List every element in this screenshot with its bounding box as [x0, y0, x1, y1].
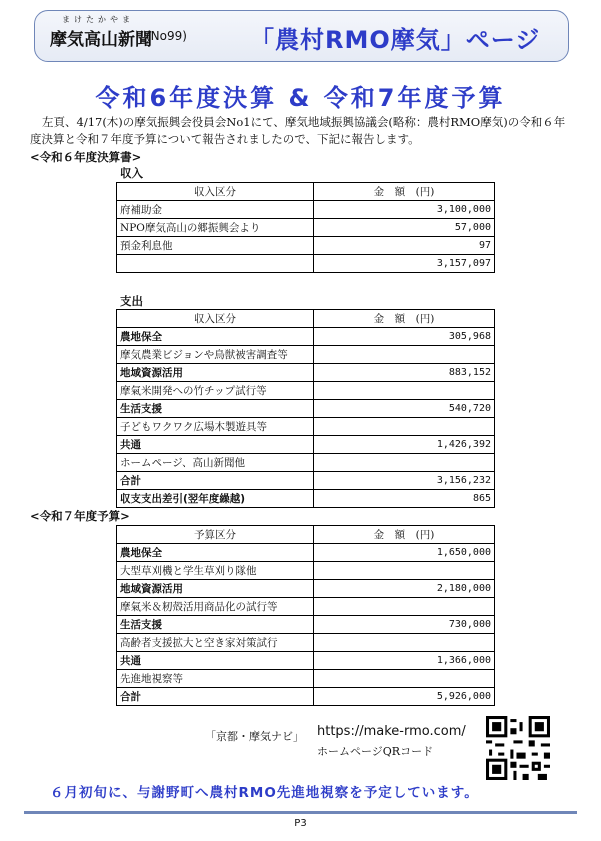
amount-cell: 305,968 — [314, 328, 495, 346]
table-row — [117, 634, 495, 652]
item-cell: 共通 — [117, 436, 314, 454]
amount-cell: 5,926,000 — [314, 688, 495, 706]
table-header: 金 額 (円) — [314, 183, 495, 201]
item-cell: 先進地視察等 — [117, 670, 314, 688]
amount-cell — [314, 598, 495, 616]
qr-code-icon[interactable] — [486, 716, 550, 780]
amount-cell — [314, 418, 495, 436]
table-row — [117, 201, 495, 219]
amount-cell: 865 — [314, 490, 495, 508]
table-row — [117, 652, 495, 670]
item-cell: NPO摩気高山の郷振興会より — [117, 219, 314, 237]
item-cell: 地域資源活用 — [117, 580, 314, 598]
item-cell: 預金利息他 — [117, 237, 314, 255]
table-row — [117, 472, 495, 490]
table-row — [117, 364, 495, 382]
table-header: 収入区分 — [117, 310, 314, 328]
table-row — [117, 616, 495, 634]
amount-cell: 3,100,000 — [314, 201, 495, 219]
item-cell: 共通 — [117, 652, 314, 670]
amount-cell — [314, 562, 495, 580]
amount-cell: 57,000 — [314, 219, 495, 237]
expense-label: 支出 — [120, 294, 143, 308]
settlement-title: <令和６年度決算書> — [30, 150, 142, 164]
expense-table — [116, 309, 495, 508]
table-row — [117, 454, 495, 472]
table-row — [117, 328, 495, 346]
table-row — [117, 580, 495, 598]
table-header: 予算区分 — [117, 526, 314, 544]
item-cell: 合計 — [117, 472, 314, 490]
footer-divider — [24, 811, 577, 814]
table-row — [117, 219, 495, 237]
qr-label: ホームページQRコード — [317, 745, 434, 758]
navi-label: 「京都・摩気ナビ」 — [205, 730, 304, 743]
newspaper-name: 摩気高山新聞 — [50, 30, 152, 50]
item-cell — [117, 255, 314, 273]
item-cell: 農地保全 — [117, 328, 314, 346]
amount-cell — [314, 454, 495, 472]
table-row — [117, 255, 495, 273]
table-row — [117, 688, 495, 706]
table-row — [117, 490, 495, 508]
amount-cell: 1,366,000 — [314, 652, 495, 670]
item-cell: 収支支出差引(翌年度繰越) — [117, 490, 314, 508]
amount-cell — [314, 670, 495, 688]
item-cell: 生活支援 — [117, 616, 314, 634]
amount-cell: 540,720 — [314, 400, 495, 418]
table-row — [117, 418, 495, 436]
main-title: 令和6年度決算 & 令和7年度予算 — [95, 84, 506, 112]
amount-cell: 1,426,392 — [314, 436, 495, 454]
income-table — [116, 182, 495, 273]
table-row — [117, 544, 495, 562]
item-cell: 地域資源活用 — [117, 364, 314, 382]
amount-cell — [314, 346, 495, 364]
budget-table — [116, 525, 495, 706]
item-cell: 摩氣米＆籾殻活用商品化の試行等 — [117, 598, 314, 616]
amount-cell — [314, 382, 495, 400]
item-cell: 高齢者支援拡大と空き家対策試行 — [117, 634, 314, 652]
amount-cell: 883,152 — [314, 364, 495, 382]
intro-paragraph: 左頁、4/17(木)の摩気振興会役員会No1にて、摩気地域振興協議会(略称：農村RMO摩気)の令和６年度決算と令和７年度予算について報告されましたので、下記に報告します。 — [30, 115, 566, 146]
item-cell: 摩氣米開発への竹チップ試行等 — [117, 382, 314, 400]
newspaper-ruby: まけたかやま — [62, 15, 134, 24]
amount-cell: 3,156,232 — [314, 472, 495, 490]
table-row — [117, 670, 495, 688]
budget-title: <令和７年度予算> — [30, 509, 130, 523]
table-row — [117, 382, 495, 400]
table-row — [117, 436, 495, 454]
website-link[interactable]: https://make-rmo.com/ — [317, 724, 466, 739]
item-cell: 生活支援 — [117, 400, 314, 418]
amount-cell: 1,650,000 — [314, 544, 495, 562]
income-label: 収入 — [120, 166, 143, 180]
item-cell: ホームページ、高山新聞他 — [117, 454, 314, 472]
item-cell: 府補助金 — [117, 201, 314, 219]
item-cell: 農地保全 — [117, 544, 314, 562]
table-row — [117, 598, 495, 616]
amount-cell — [314, 634, 495, 652]
table-row — [117, 346, 495, 364]
item-cell: 合計 — [117, 688, 314, 706]
item-cell: 摩気農業ビジョンや鳥獣被害調査等 — [117, 346, 314, 364]
table-row — [117, 237, 495, 255]
table-header: 金 額 (円) — [314, 526, 495, 544]
table-row — [117, 562, 495, 580]
item-cell: 大型草刈機と学生草刈り隊他 — [117, 562, 314, 580]
page-title: 「農村RMO摩気」ページ — [250, 26, 541, 54]
amount-cell: 2,180,000 — [314, 580, 495, 598]
page-number: P3 — [294, 818, 307, 829]
item-cell: 子どもワクワク広場木製遊具等 — [117, 418, 314, 436]
amount-cell: 3,157,097 — [314, 255, 495, 273]
amount-cell: 730,000 — [314, 616, 495, 634]
table-row — [117, 400, 495, 418]
issue-number: (No99) — [146, 29, 187, 43]
table-header: 金 額 (円) — [314, 310, 495, 328]
visit-notice: ６月初旬に、与謝野町へ農村RMO先進地視察を予定しています。 — [50, 785, 479, 801]
table-header: 収入区分 — [117, 183, 314, 201]
amount-cell: 97 — [314, 237, 495, 255]
